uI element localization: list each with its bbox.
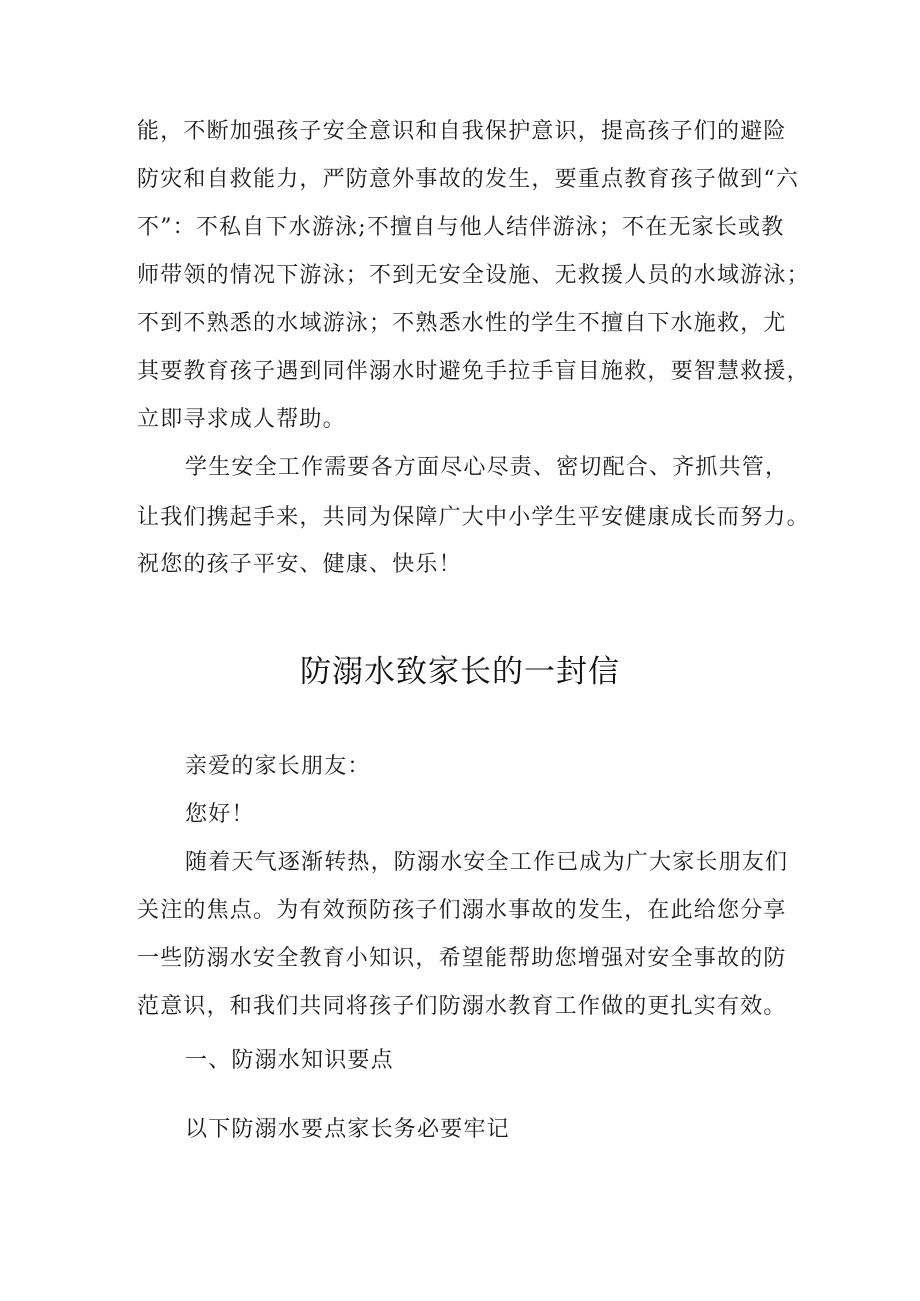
intro-text-line: 一些防溺水安全教育小知识，希望能帮助您增强对安全事故的防 — [137, 946, 787, 971]
body-text-line: 不到不熟悉的水域游泳；不熟悉水性的学生不擅自下水施救，尤 — [137, 311, 787, 336]
greeting: 您好！ — [185, 802, 255, 827]
letter-title: 防溺水致家长的一封信 — [300, 654, 620, 690]
intro-text-line: 范意识，和我们共同将孩子们防溺水教育工作做的更扎实有效。 — [137, 994, 787, 1019]
intro-text-line: 随着天气逐渐转热，防溺水安全工作已成为广大家长朋友们 — [185, 850, 789, 875]
body-text-line: 其要教育孩子遇到同伴溺水时避免手拉手盲目施救，要智慧救援， — [137, 359, 810, 384]
closing-text-line: 祝您的孩子平安、健康、快乐！ — [137, 552, 462, 577]
intro-text-line: 关注的焦点。为有效预防孩子们溺水事故的发生，在此给您分享 — [137, 898, 787, 923]
closing-text-line: 学生安全工作需要各方面尽心尽责、密切配合、齐抓共管， — [185, 455, 789, 480]
body-text-line: 立即寻求成人帮助。 — [137, 407, 346, 432]
section-heading: 一、防溺水知识要点 — [185, 1048, 394, 1073]
section-subline: 以下防溺水要点家长务必要牢记 — [185, 1117, 510, 1142]
closing-text-line: 让我们携起手来，共同为保障广大中小学生平安健康成长而努力。 — [137, 505, 810, 530]
body-text-line: 不”：不私自下水游泳;不擅自与他人结伴游泳；不在无家长或教 — [137, 215, 785, 240]
body-text-line: 师带领的情况下游泳；不到无安全设施、无救援人员的水域游泳； — [137, 263, 810, 288]
body-text-line: 能，不断加强孩子安全意识和自我保护意识，提高孩子们的避险 — [137, 119, 787, 144]
body-text-line: 防灾和自救能力，严防意外事故的发生，要重点教育孩子做到“六 — [137, 167, 800, 192]
salutation: 亲爱的家长朋友： — [185, 754, 371, 779]
